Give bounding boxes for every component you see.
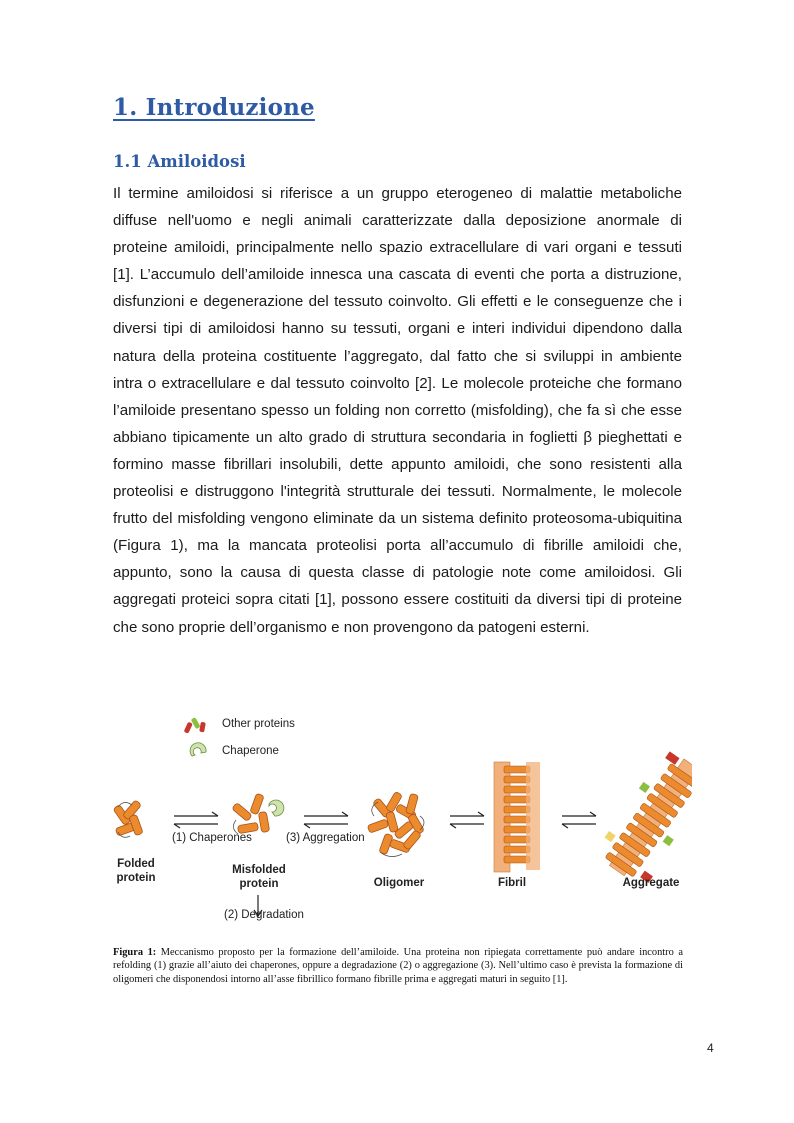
reversible-arrow-chaperones <box>174 812 218 828</box>
figure-illustration <box>112 712 692 924</box>
other-proteins-icon <box>184 717 206 734</box>
caption-text: Meccanismo proposto per la formazione dell’amiloide. Una proteina non ripiegata correttamente può andare incontro a refolding (1) grazie all’aiuto dei chaperones, oppure a degradazione (2) o aggregazione (3). Nell’ultimo caso è prevista la formazione di oligomeri che disponendosi intorno all’asse fibrillico formano fibrille prima e aggregati maturi in seguito [1]. <box>113 947 683 985</box>
legend-chaperone: Chaperone <box>222 745 279 757</box>
chaperone-icon <box>190 743 206 756</box>
fibril-shape <box>494 762 540 872</box>
stage-folded-line1: Folded <box>117 858 155 870</box>
chapter-heading: 1. Introduzione <box>113 94 315 121</box>
figure-amyloid-mechanism <box>112 712 692 924</box>
step-aggregation-label: (3) Aggregation <box>286 832 365 844</box>
stage-folded-line2: protein <box>116 872 156 884</box>
caption-label: Figura 1: <box>113 947 157 958</box>
stage-oligomer-label: Oligomer <box>373 877 425 889</box>
reversible-arrow-oligomer-fibril <box>450 812 484 828</box>
reversible-arrow-aggregation <box>304 812 348 828</box>
step-chaperones-label: (1) Chaperones <box>172 832 252 844</box>
legend-other-proteins: Other proteins <box>222 718 295 730</box>
stage-aggregate-label: Aggregate <box>622 877 680 889</box>
aggregate-shape <box>593 747 692 889</box>
page-number: 4 <box>707 1041 714 1055</box>
folded-protein-shape <box>113 800 143 838</box>
misfolded-protein-shape <box>232 793 284 834</box>
stage-misfolded-line2: protein <box>239 878 279 890</box>
stage-misfolded-line1: Misfolded <box>232 864 286 876</box>
step-degradation-label: (2) Degradation <box>224 909 304 921</box>
stage-folded-label <box>106 857 166 885</box>
section-heading: 1.1 Amiloidosi <box>113 152 246 171</box>
stage-misfolded-label <box>224 863 294 891</box>
reversible-arrow-fibril-aggregate <box>562 812 596 828</box>
body-paragraph: Il termine amiloidosi si riferisce a un gruppo eterogeneo di malattie metaboliche diffuse nell'uomo e negli animali caratterizzate dalla deposizione anormale di proteine amiloidi, principalmente nello spazio extracellulare di vari organi e tessuti [1]. L’accumulo dell’amiloide innesca una cascata di eventi che porta a distruzione, disfunzioni e degenerazione del tessuto coinvolto. Gli effetti e le conseguenze che i diversi tipi di amiloidosi hanno su tessuti, organi e interi individui dipendono dalla natura della proteina costituente l’aggregato, dal fatto che si sviluppi in ambiente intra o extracellulare e dal tessuto coinvolto [2]. Le molecole proteiche che formano l’amiloide presentano spesso un folding non corretto (misfolding), che fa sì che esse abbiano tipicamente un alto grado di struttura secondaria in foglietti β pieghettati e formino masse fibrillari insolubili, dette appunto amiloidi, che sono resistenti alla proteolisi e distruggono l'integrità strutturale dei tessuti. Normalmente, le molecole frutto del misfolding vengono eliminate da un sistema definito proteosoma-ubiquitina (Figura 1), ma la mancata proteolisi porta all’accumulo di fibrille amiloidi che, appunto, sono la causa di questa classe di patologie note come amiloidosi. Gli aggregati proteici sopra citati [1], possono essere costituiti da diversi tipi di proteine che sono proprie dell’organismo e non provengono da patogeni esterni. <box>113 185 682 636</box>
oligomer-shape <box>367 791 424 856</box>
figure-caption <box>113 946 683 986</box>
stage-fibril-label: Fibril <box>497 877 527 889</box>
